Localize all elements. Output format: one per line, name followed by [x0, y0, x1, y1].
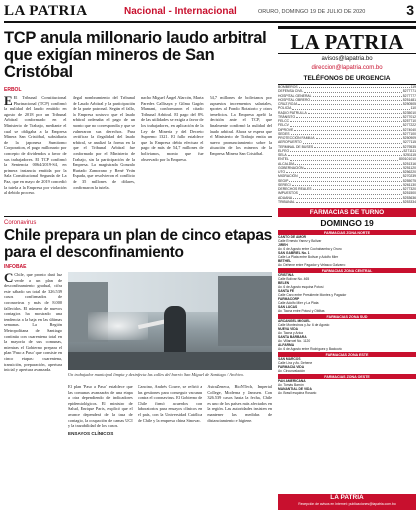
pharmacy-zone-header: FARMACIAS ZONA OESTE [278, 374, 416, 379]
pharmacy-address: Av. 6 de Agosto entre Rodríguez y Backovic [278, 347, 343, 351]
photo-caption: Un trabajador municipal limpia y desinfecta las calles del barrio San Miguel de Santiago / Archivo. [68, 372, 245, 377]
phone-number[interactable]: 5250505 [402, 102, 416, 106]
dot-leader [313, 94, 402, 97]
phone-number[interactable]: 5277320 [402, 187, 416, 191]
pharmacy-day: DOMINGO 19 [320, 218, 374, 228]
story2-col4: AstraZeneca, BioNTech, Imperial College, Moderna y Janssen. Con 326.539 casos hasta la fecha, Chile es uno de los países más afectados en la región. Las autoridades insisten en mantener las medidas de distanciamiento e higiene. [207, 384, 273, 423]
phone-number[interactable]: 5277771 [402, 89, 416, 94]
phone-name: MIGRACIÓN [278, 174, 298, 179]
pharmacy-entry [278, 319, 416, 327]
dot-leader [314, 145, 402, 148]
dropcap: C [4, 272, 14, 285]
pharmacy-entry [278, 335, 416, 343]
sidebar [278, 26, 416, 510]
phone-number[interactable]: 5257710 [402, 119, 416, 123]
pharmacy-entry [278, 243, 416, 251]
pharmacy-address: Calle Ernesto Yanez y Bolivar [278, 239, 322, 243]
story2-columns [68, 384, 272, 508]
dot-leader [294, 128, 402, 131]
phone-name: TRIBUNAL [278, 199, 295, 204]
pharmacy-entry [278, 289, 416, 297]
dot-leader [291, 132, 402, 135]
phone-number[interactable]: 5251115 [403, 153, 416, 157]
pharmacy-entry [278, 305, 416, 313]
story1-col2: ilegal nombramiento del Tribunal de Laudo Arbitral y la participación de la parte patronal. Según el fallo, la Empresa sostuvo que el laudo arbitral ordenaba el pago de un monto que no correspondía y que se vulneraron sus derechos. Para certificar la ilegalidad del laudo arbitral, se analizó la forma en la que el Tribunal Arbitral fue conformado por el Ministerio de Trabajo, sin la participación de la Empresa. La magistrada Gonzalo Hurtado Zamorano y René Yván Espada, que resolvieron el conflicto de 35 millones de dólares, confirmaron la tutela. [72, 95, 135, 190]
story2-kicker: Coronavirus [4, 220, 37, 226]
story1-col4: 54,7 millones de bolivianos por supuestos incrementos salariales, aportes al Fondo Rotatorio y otros beneficios. La Empresa apeló la decisión ante el TCP, que finalmente confirmó la nulidad del laudo arbitral. Ahora se espera que el Ministerio de Trabajo emita un nuevo pronunciamiento sobre la situación de los mineros de la Empresa Minera San Cristóbal. [209, 95, 272, 156]
pharmacy-address: Av. Villarroel No. 1120 [278, 339, 311, 343]
phone-row [278, 200, 416, 204]
pharmacy-zone-header: FARMACIAS ZONA ESTE [278, 352, 416, 357]
phone-number[interactable]: 5261130 [403, 182, 416, 187]
phone-number[interactable]: 5277100 [402, 131, 416, 136]
phone-name: DEFENSA CIVIL [278, 89, 304, 94]
dot-leader [304, 89, 402, 92]
pharmacy-entry [278, 259, 416, 267]
pharmacy-name: SAN MARCOS [278, 357, 301, 361]
phone-number[interactable]: 5256220 [402, 170, 416, 174]
dot-leader [286, 170, 402, 173]
phone-number[interactable]: 5277777 [402, 93, 416, 98]
pharmacy-name: CRISTINA [278, 273, 294, 277]
story2-col2-text: El plan 'Paso a Paso' establece que las comunas avanzarán de una etapa a otra dependiendo de indicadores epidemiológicos. El ministro de Salud, Enrique Paris, explicó que el avance dependerá de la tasa de contagio, la ocupación de camas UCI y la trazabilidad de los casos. [68, 384, 133, 429]
story2-col1-text: Chile, que pronto dará luz verde a un plan de desconfinamiento gradual, cifra este sábado un total de 326.539 casos confirmados de coronavirus y más de 8.000 fallecidos. El número de nuevos contagios ha mostrado una tendencia a la baja en las últimas semanas. La Región Metropolitana de Santiago continúa con cuarentena total en la mayoría de sus comunas, mientras el Gobierno prepara el plan 'Paso a Paso' que consiste en cinco etapas: cuarentena, transición, preparación, apertura inicial y apertura avanzada. [4, 272, 62, 373]
pharmacy-entry [278, 327, 416, 335]
story1-col1 [4, 95, 67, 213]
phone-name: SEDES [278, 131, 290, 136]
story2-headline[interactable]: Chile prepara un plan de cinco etapas para el desconfinamiento [4, 227, 272, 261]
pharmacy-name: ARCANGEL MIGUEL [278, 319, 311, 323]
dot-leader [292, 183, 402, 186]
pharmacy-name: BELEN [278, 281, 290, 285]
phone-number[interactable]: 5279535 [402, 144, 416, 149]
pharmacy-address: Av. Brasil esquina Rosario [278, 391, 317, 395]
footer-note: Recepción de avisos en Internet: publicaciones@lapatria.com.bo [298, 502, 396, 506]
pharmacy-address: Calle La Plata entre Bolívar y Adolfo Mier [278, 255, 339, 259]
story-separator [4, 216, 272, 217]
story2-col2 [68, 384, 133, 508]
phone-number[interactable]: 5253636 [402, 195, 416, 200]
dot-leader [311, 98, 402, 101]
phone-number[interactable]: 5271111 [403, 148, 416, 153]
phone-name: SELA [278, 153, 287, 157]
pharmacy-name: PAN AMERICANA [278, 379, 306, 383]
pharmacy-entry [278, 297, 416, 305]
phone-number[interactable]: 800101010 [399, 157, 416, 162]
photo-building [218, 276, 272, 346]
dot-leader [290, 119, 402, 122]
dropcap: E [4, 95, 13, 108]
phone-number[interactable]: 5251120 [403, 165, 416, 170]
phone-name: UTO [278, 170, 286, 174]
pharmacy-entry [278, 387, 416, 395]
pharmacy-address: Av. 6 de Agosto entre Cochabamba y Oruro [278, 247, 342, 251]
phone-name: ENTEL [278, 157, 289, 162]
phone-name: GOBERNACIÓN [278, 165, 304, 170]
phone-name: BOMBEROS [278, 85, 298, 89]
phone-number[interactable]: 5251500 [402, 191, 416, 196]
dot-leader [296, 115, 402, 118]
story2-col1 [4, 272, 62, 508]
phone-name: FELCV [278, 123, 289, 128]
sidebar-footer [278, 494, 416, 510]
story2-body [4, 272, 272, 508]
pharmacy-address: Av. Circunvalación [278, 369, 305, 373]
pharmacy-address: Calle Lira y Av. Dehene [278, 361, 313, 365]
dot-leader [288, 153, 403, 156]
email-direccion[interactable]: direccion@lapatria.com.bo [311, 65, 383, 71]
pharmacy-address: Calle Bolívar No. 465 [278, 277, 310, 281]
phone-name: HOSPITAL OBRERO [278, 97, 311, 102]
pharmacy-name: SANTA FE [278, 289, 295, 293]
dot-leader [296, 200, 402, 203]
main-news-column [4, 26, 272, 510]
photo-ground [68, 352, 272, 370]
story2-agency: INFOBAE [4, 264, 27, 270]
pharmacy-entry [278, 357, 416, 365]
phone-list [278, 85, 416, 204]
dot-leader [293, 196, 402, 199]
sidebar-brand: LA PATRIA [278, 26, 416, 54]
phone-name: POLICÍA [278, 106, 292, 111]
pharmacy-name: FARMACORP [278, 297, 300, 301]
pharmacy-address: Calle Adolfo Mier y La Plata [278, 301, 319, 305]
story1-byline: ERBOL [4, 87, 22, 93]
phone-number[interactable]: 5277115 [403, 140, 416, 145]
pharmacy-list [278, 230, 416, 395]
story1-headline[interactable]: TCP anula millonario laudo arbitral que exigían mineros de San Cristóbal [4, 29, 267, 81]
pharmacy-name: SAN LUCAS [278, 305, 298, 309]
dot-leader [295, 162, 401, 165]
phone-name: IMPUESTOS [278, 191, 298, 196]
pharmacy-entry [278, 251, 416, 259]
pharmacy-name: SAN GABRIEL No. 1 [278, 251, 310, 255]
phone-name: PROTECCIÓN FAMILIA [278, 136, 315, 140]
phone-name: FELCC [278, 119, 290, 123]
dot-leader [299, 191, 402, 194]
phone-number[interactable]: 5250909 [402, 136, 416, 140]
pharmacy-name: SANTA BARBARA [278, 335, 307, 339]
phone-number[interactable]: 5251481 [402, 97, 416, 102]
phone-number[interactable]: 5270239 [402, 174, 416, 179]
phone-number[interactable]: 5251316 [402, 161, 416, 166]
pharmacy-address: Av. Dehene entre Pagador y Velasco Galvarro [278, 263, 346, 267]
story1-body [4, 95, 272, 213]
story1-col1-text: El Tribunal Constitucional Plurinacional (TCP) confirmó la nulidad del laudo emitido en agosto de 2018 por un Tribunal Arbitral conformado en el Ministerio de Trabajo, mediante el cual se obligaba a la Empresa Minera San Cristóbal, subsidiaria de la japonesa Sumitomo Corporation, el pago millonario por concepto de dividendos a favor de sus trabajadores. El TCP confirmó la Sentencia 0064/2019-S4, en primera instancia emitida por la Sala Constitucional Segunda de La Paz, que en mayo de 2019 concedió la tutela a la Empresa por violación al debido proceso. [4, 95, 67, 196]
page-number: 3 [406, 2, 414, 18]
phone-number[interactable]: 5255075 [402, 178, 416, 183]
phone-name: AEROPUERTO [278, 140, 302, 145]
pharmacy-address: Av. Tacna y Arica [278, 331, 303, 335]
section-title: Nacional - Internacional [124, 6, 237, 17]
pharmacy-name: CANTO DE AMOR [278, 235, 307, 239]
pharmacy-name: BETHEL [278, 259, 292, 263]
story1-col3: nacho Miguel Ángel Alarcón, Marta Paredes Callisaya y Gilma Gagón Mamani, conformaron el citado Tribunal Arbitral. El pago del 8% de las utilidades se exigía a favor de los trabajadores, en aplicación de la Ley de Minería y del Decreto Supremo 1321. El fallo establece que la Empresa debía efectuar el pago de más de 54,7 millones de bolivianos, monto que fue observado por la Empresa. [141, 95, 204, 162]
pharmacy-name: ALFARMA [278, 343, 295, 347]
news-photo[interactable] [68, 272, 272, 370]
dot-leader [289, 179, 401, 182]
phone-number[interactable]: 5277222 [402, 123, 416, 128]
issue-date: ORURO, DOMINGO 19 DE JULIO DE 2020 [258, 9, 366, 15]
phone-number[interactable]: 5277012 [402, 114, 416, 119]
phones-title: TELÉFONOS DE URGENCIA [278, 75, 416, 85]
phone-name: DIPROVE [278, 127, 294, 132]
pharmacy-address: Calle Caro entre Presidente Montes y Pagador [278, 293, 347, 297]
phone-name: ELFEO [278, 148, 290, 153]
phone-name: TERMINAL DE BUSES [278, 144, 314, 149]
newspaper-brand: LA PATRIA [4, 3, 88, 19]
pharmacy-entry [278, 281, 416, 289]
dot-leader [304, 166, 402, 169]
story2-subhead: ENSAYOS CLÍNICOS [68, 430, 114, 436]
photo-worker [164, 306, 186, 356]
phone-name: HOSPITAL GENERAL [278, 93, 312, 98]
dot-leader [298, 102, 401, 105]
pharmacy-address: Av. 6 de Agosto esquina Potosí [278, 285, 324, 289]
phone-name: CRUZ ROJA [278, 102, 298, 106]
phone-name: RADIO PATRULLA [278, 110, 307, 115]
pharmacy-entry [278, 273, 416, 281]
dot-leader [290, 149, 402, 152]
pharmacy-name: JIREH [278, 243, 288, 247]
pharmacy-header: FARMACIAS DE TURNO [278, 208, 416, 217]
dot-leader [299, 174, 402, 177]
email-avisos[interactable]: avisos@lapatria.bo [321, 56, 373, 62]
phone-name: ADUANA [278, 195, 293, 200]
dot-leader [290, 157, 398, 160]
pharmacy-address: Av. Tacna entre Potosí y Oblitas [278, 309, 325, 313]
page-header [4, 3, 416, 23]
pharmacy-entry [278, 365, 416, 373]
pharmacy-zone-header: FARMACIAS ZONA NORTE [278, 230, 416, 235]
pharmacy-address: Calle Montecinos y Av. 6 de Agosto [278, 323, 330, 327]
pharmacy-name: NUEVA VIDA [278, 327, 298, 331]
pharmacy-entry [278, 379, 416, 387]
dot-leader [316, 136, 402, 139]
phone-number[interactable]: 5274040 [402, 127, 416, 132]
pharmacy-name: FARMACIA VIDA [278, 365, 305, 369]
dot-leader [313, 187, 402, 190]
dot-leader [292, 106, 409, 109]
story2-col3: Cancino, Andrés Couve, se refirió a las gestiones para conseguir vacunas contra el coronavirus. El Gobierno de Chile firmó acuerdos con laboratorios para ensayos clínicos en el país, con la Universidad Católica de Chile y la empresa china Sinovac. [137, 384, 203, 423]
pharmacy-zone-header: FARMACIAS ZONA CENTRAL [278, 268, 416, 273]
dot-leader [290, 123, 402, 126]
dot-leader [303, 140, 402, 143]
phone-name: ALCALDÍA [278, 161, 295, 166]
phone-number[interactable]: 110 [410, 106, 416, 111]
pharmacy-entry [278, 235, 416, 243]
phone-number[interactable]: 119 [410, 85, 416, 89]
dot-leader [308, 111, 402, 114]
phone-name: SERECI [278, 182, 291, 187]
pharmacy-address: Av. Tomás Barrón [278, 383, 304, 387]
phone-name: SEGIP [278, 178, 289, 183]
phone-number[interactable]: 5235010 [402, 110, 416, 115]
footer-brand: LA PATRIA [330, 494, 364, 501]
pharmacy-zone-header: FARMACIAS ZONA SUD [278, 314, 416, 319]
phone-name: TRÁNSITO [278, 114, 296, 119]
dot-leader [299, 85, 410, 88]
phone-number[interactable]: 5253334 [402, 199, 416, 204]
phone-name: DERECHOS REALES [278, 187, 312, 191]
pharmacy-name: MANANTIAL DE VIDA [278, 387, 312, 391]
pharmacy-entry [278, 343, 416, 351]
